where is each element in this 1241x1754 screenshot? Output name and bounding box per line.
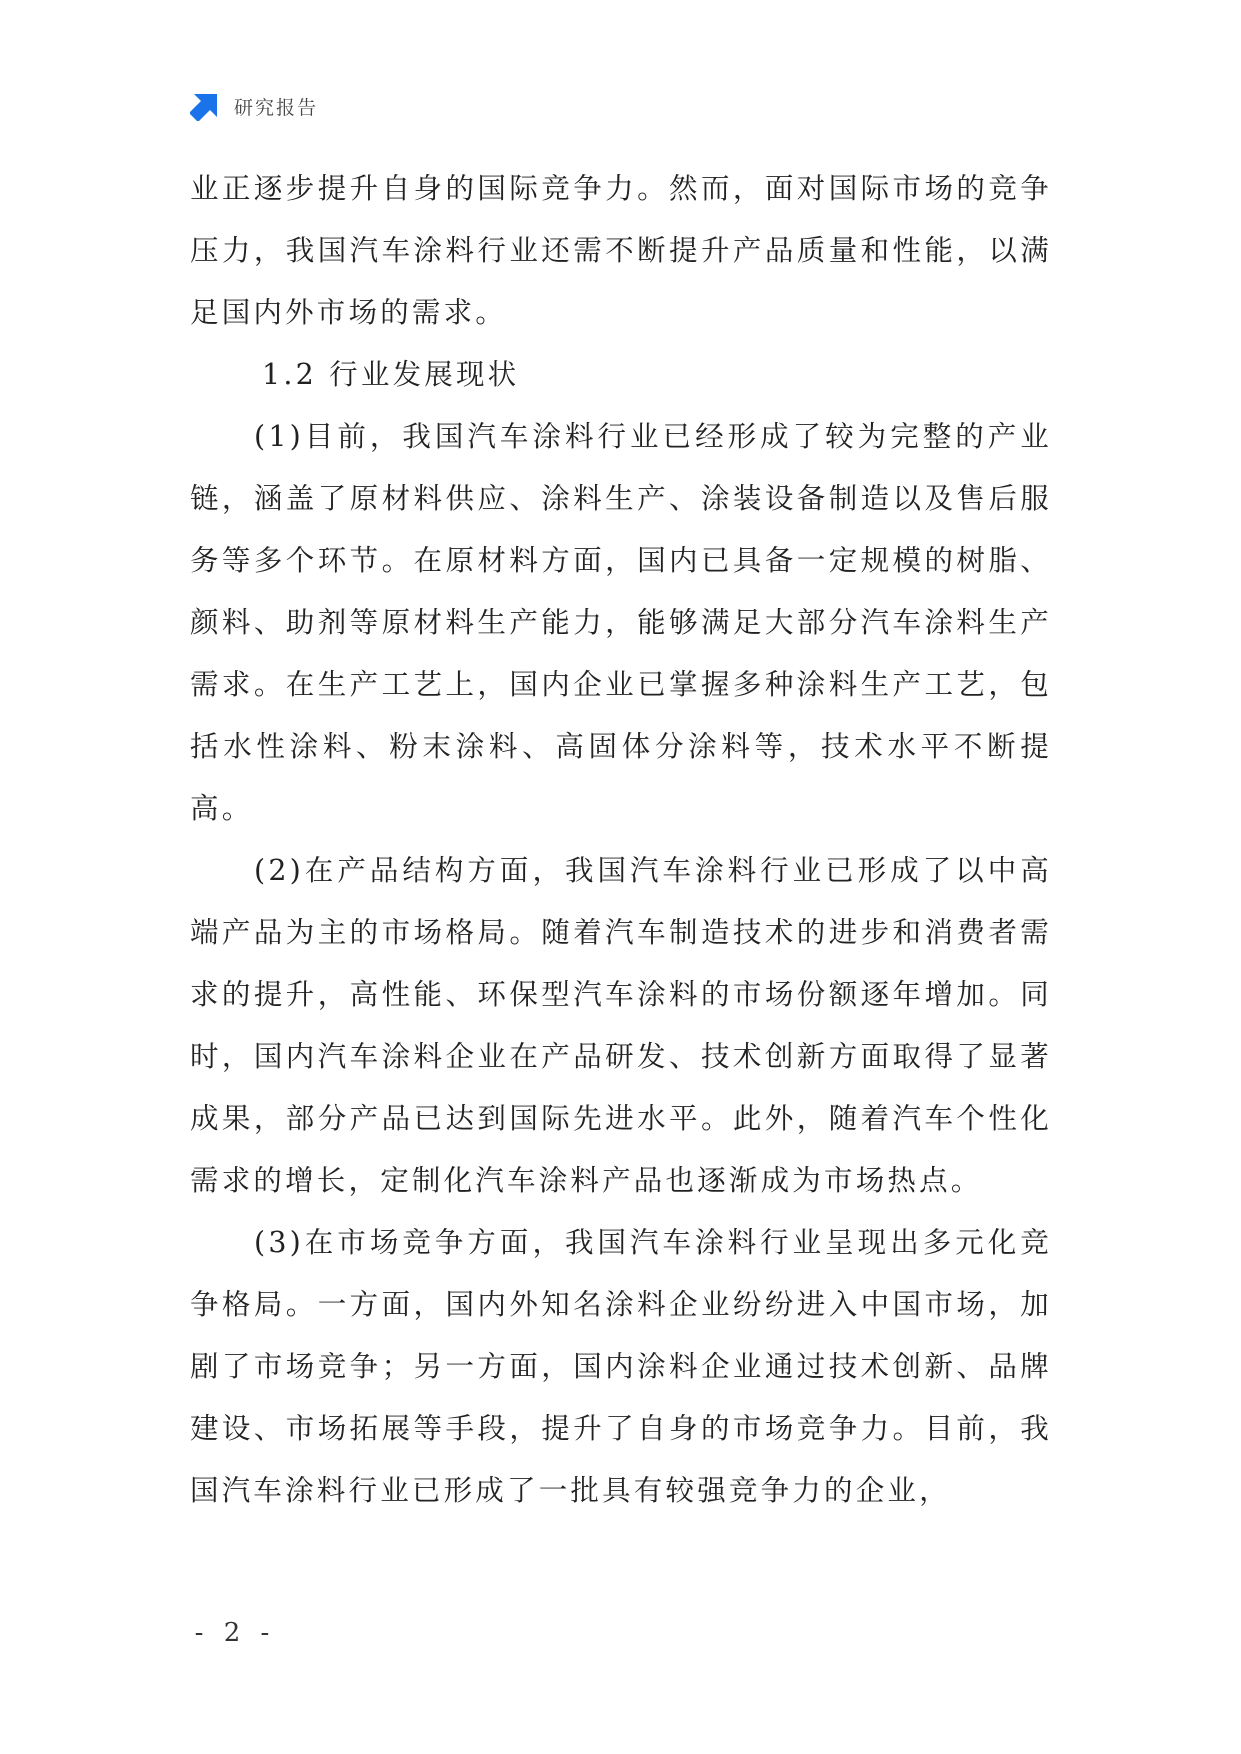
paragraph-2: (2)在产品结构方面，我国汽车涂料行业已形成了以中高端产品为主的市场格局。随着汽车制造技术的进步和消费者需求的提升，高性能、环保型汽车涂料的市场份额逐年增加。同时，国内汽车涂料企业在产品研发、技术创新方面取得了显著成果，部分产品已达到国际先进水平。此外，随着汽车个性化需求的增长，定制化汽车涂料产品也逐渐成为市场热点。 <box>190 854 1052 1197</box>
report-header <box>190 88 318 124</box>
paragraph-3: (3)在市场竞争方面，我国汽车涂料行业呈现出多元化竞争格局。一方面，国内外知名涂料企业纷纷进入中国市场，加剧了市场竞争；另一方面，国内涂料企业通过技术创新、品牌建设、市场拓展等手段，提升了自身的市场竞争力。目前，我国汽车涂料行业已形成了一批具有较强竞争力的企业， <box>190 1226 1052 1507</box>
arrow-logo-icon <box>190 91 220 121</box>
page-number: - 2 - <box>194 1618 276 1648</box>
header-title: 研究报告 <box>234 96 319 119</box>
paragraph-continuation: 业正逐步提升自身的国际竞争力。然而，面对国际市场的竞争压力，我国汽车涂料行业还需不断提升产品质量和性能，以满足国内外市场的需求。 <box>190 172 1052 329</box>
section-heading: 1.2 行业发展现状 <box>262 358 520 391</box>
paragraph-1: (1)目前，我国汽车涂料行业已经形成了较为完整的产业链，涵盖了原材料供应、涂料生产、涂装设备制造以及售后服务等多个环节。在原材料方面，国内已具备一定规模的树脂、颜料、助剂等原材料生产能力，能够满足大部分汽车涂料生产需求。在生产工艺上，国内企业已掌握多种涂料生产工艺，包括水性涂料、粉末涂料、高固体分涂料等，技术水平不断提高。 <box>190 420 1052 825</box>
document-body <box>190 158 1052 1522</box>
